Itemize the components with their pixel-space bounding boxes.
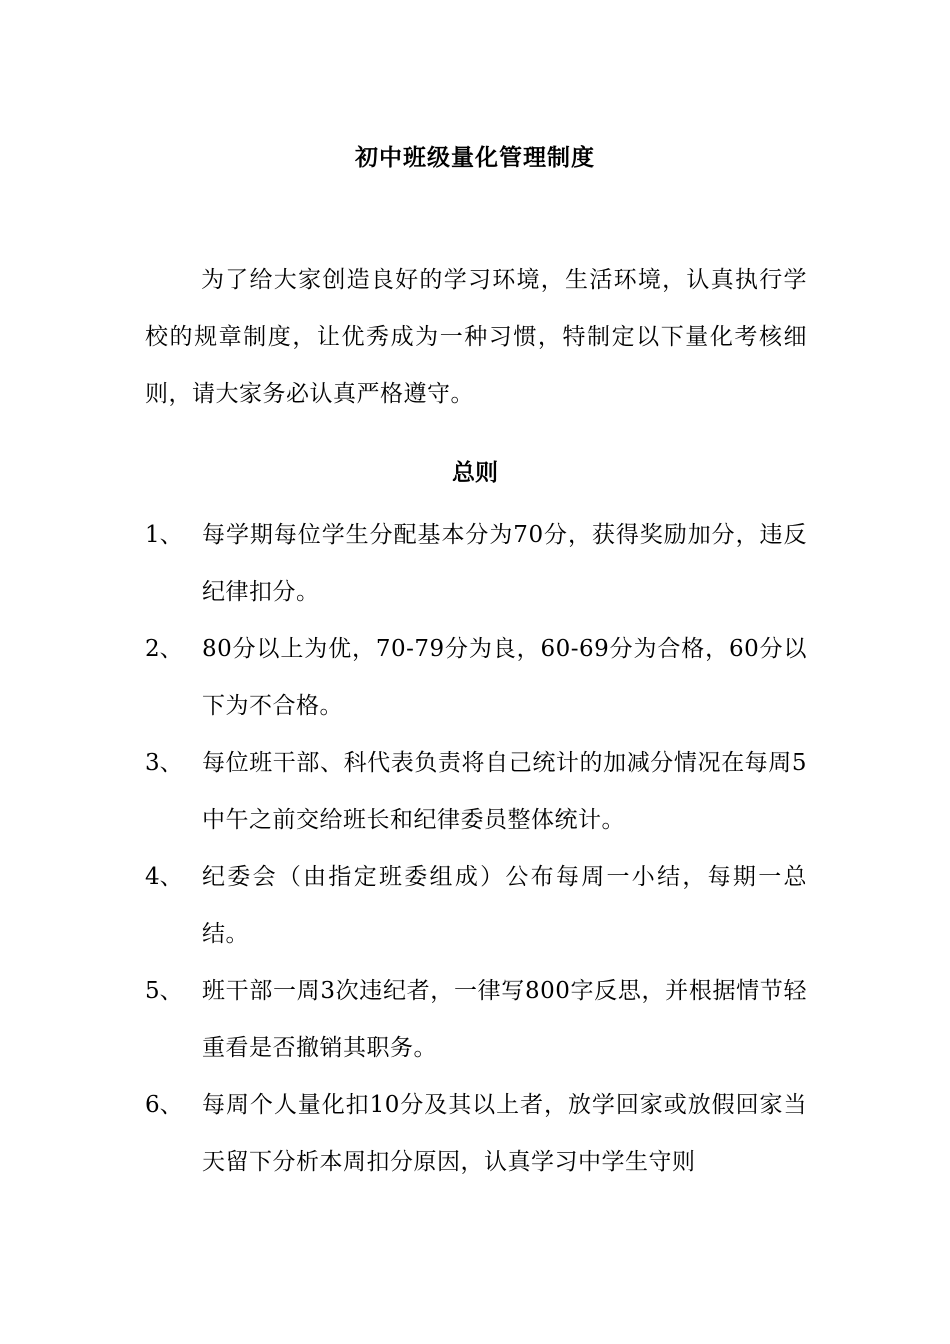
rule-number: 4、 (145, 864, 183, 890)
rule-item (145, 1077, 807, 1191)
rule-item (145, 621, 807, 735)
rule-number: 1、 (145, 522, 183, 548)
intro-paragraph: 为了给大家创造良好的学习环境，生活环境，认真执行学校的规章制度，让优秀成为一种习惯，特制定以下量化考核细则，请大家务必认真严格遵守。 (145, 267, 807, 407)
rule-item (145, 963, 807, 1077)
rule-text: 班干部一周3次违纪者，一律写800字反思，并根据情节轻重看是否撤销其职务。 (202, 978, 807, 1061)
document-title: 初中班级量化管理制度 (355, 144, 595, 171)
rule-item (145, 849, 807, 963)
rule-item (145, 507, 807, 621)
rule-text: 每位班干部、科代表负责将自己统计的加减分情况在每周5中午之前交给班长和纪律委员整体统计。 (202, 750, 807, 833)
section-title: 总则 (452, 459, 498, 486)
rule-text: 纪委会（由指定班委组成）公布每周一小结，每期一总结。 (202, 864, 807, 947)
rule-number: 2、 (145, 636, 183, 662)
rule-text: 每学期每位学生分配基本分为70分，获得奖励加分，违反纪律扣分。 (202, 522, 807, 605)
rule-text: 80分以上为优，70-79分为良，60-69分为合格，60分以下为不合格。 (202, 636, 807, 719)
rule-number: 3、 (145, 750, 183, 776)
rule-item (145, 735, 807, 849)
rule-number: 6、 (145, 1092, 183, 1118)
rule-number: 5、 (145, 978, 183, 1004)
rule-text: 每周个人量化扣10分及其以上者，放学回家或放假回家当天留下分析本周扣分原因，认真学习中学生守则 (202, 1092, 807, 1175)
rules-list (145, 507, 807, 1191)
